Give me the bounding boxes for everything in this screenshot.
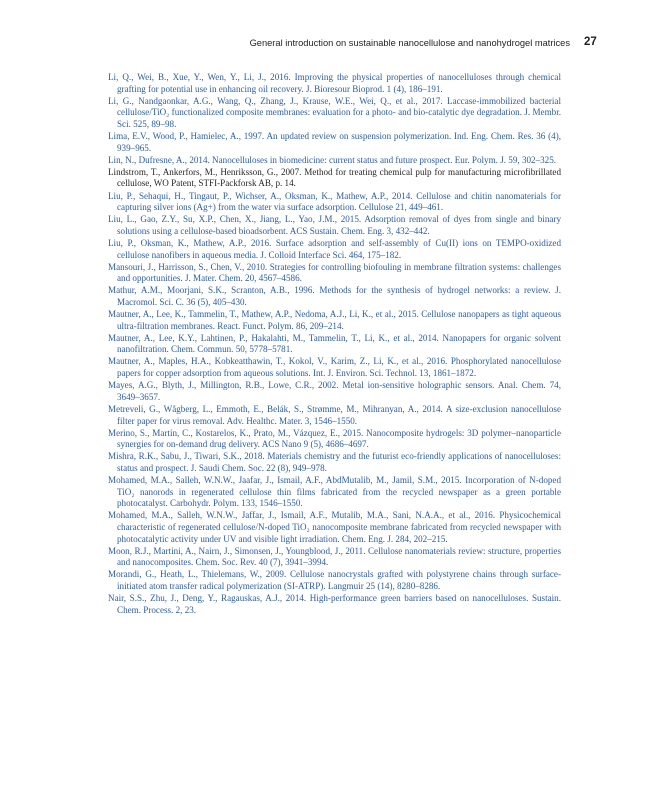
reference-list: [108, 72, 561, 617]
reference-entry[interactable]: Nair, S.S., Zhu, J., Deng, Y., Ragauskas, A.J., 2014. High-performance green barriers based on nanocelluloses. Sustain. Chem. Process. 2, 23.: [108, 593, 561, 615]
reference-entry[interactable]: Mautner, A., Lee, K., Tammelin, T., Mathew, A.P., Nedoma, A.J., Li, K., et al., 2015. Cellulose nanopapers as tight aqueous ultra-filtration membranes. React. Funct. Polym. 86, 209–214.: [108, 309, 561, 331]
reference-entry[interactable]: Lin, N., Dufresne, A., 2014. Nanocelluloses in biomedicine: current status and future prospect. Eur. Polym. J. 59, 302–325.: [108, 154, 557, 165]
reference-entry[interactable]: Mayes, A.G., Blyth, J., Millington, R.B., Lowe, C.R., 2002. Metal ion-sensitive holographic sensors. Anal. Chem. 74, 3649–3657.: [108, 380, 561, 402]
reference-entry[interactable]: Liu, P., Oksman, K., Mathew, A.P., 2016. Surface adsorption and self-assembly of Cu(II) ions on TEMPO-oxidized cellulose nanofibers in aqueous media. J. Colloid Interface Sci. 464, 175–182.: [108, 237, 561, 260]
reference-entry[interactable]: Metreveli, G., Wågberg, L., Emmoth, E., Belák, S., Strømme, M., Mihranyan, A., 2014. A size-exclusion nanocellulose filter paper for virus removal. Adv. Healthc. Mater. 3, 1546–1550.: [108, 403, 561, 426]
reference-entry[interactable]: Li, G., Nandgaonkar, A.G., Wang, Q., Zhang, J., Krause, W.E., Wei, Q., et al., 2017. Laccase-immobilized bacterial cellulose/TiO₂ functionalized composite membranes: evaluation for a photo- and bio-catalytic dye degradation. J. Membr. Sci. 525, 89–98.: [108, 95, 561, 130]
reference-entry[interactable]: Mishra, R.K., Sabu, J., Tiwari, S.K., 2018. Materials chemistry and the futurist eco-friendly applications of nanocelluloses: status and prospect. J. Saudi Chem. Soc. 22 (8), 949–978.: [108, 451, 561, 473]
reference-entry[interactable]: Merino, S., Martín, C., Kostarelos, K., Prato, M., Vázquez, E., 2015. Nanocomposite hydrogels: 3D polymer–nanoparticle synergies for on-demand drug delivery. ACS Nano 9 (5), 4686–4697.: [108, 427, 561, 450]
page-number: 27: [584, 36, 597, 48]
reference-entry[interactable]: Mohamed, M.A., Salleh, W.N.W., Jaafar, J., Ismail, A.F., AbdMutalib, M., Jamil, S.M., 2015. Incorporation of N-doped TiO₂ nanorods in regenerated cellulose thin films fabricated from the recycled newspaper as a green portable photocatalyst. Carbohydr. Polym. 133, 1546–1550.: [108, 474, 561, 509]
reference-entry[interactable]: Mansouri, J., Harrisson, S., Chen, V., 2010. Strategies for controlling biofouling in membrane filtration systems: challenges and opportunities. J. Mater. Chem. 20, 4567–4586.: [108, 261, 561, 284]
reference-entry[interactable]: Mautner, A., Lee, K.Y., Lahtinen, P., Hakalahti, M., Tammelin, T., Li, K., et al., 2014. Nanopapers for organic solvent nanofiltration. Chem. Commun. 50, 5778–5781.: [108, 332, 561, 355]
reference-entry[interactable]: Mohamed, M.A., Salleh, W.N.W., Jaffar, J., Ismail, A.F., Mutalib, M.A., Sani, N.A.A., et al., 2016. Physicochemical characteristic of regenerated cellulose/N-doped TiO₂ nanocomposite membrane fabricated from recycled newspaper with photocatalytic activity under UV and visible light irradiation. Chem. Eng. J. 284, 202–215.: [108, 510, 561, 544]
reference-entry[interactable]: Mautner, A., Maples, H.A., Kobkeatthawin, T., Kokol, V., Karim, Z., Li, K., et al., 2016. Phosphorylated nanocellulose papers for copper adsorption from aqueous solutions. Int. J. Environ. Sci. Technol. 13, 1861–1872.: [108, 356, 561, 379]
reference-entry[interactable]: Lima, E.V., Wood, P., Hamielec, A., 1997. An updated review on suspension polymerization. Ind. Eng. Chem. Res. 36 (4), 939–965.: [108, 131, 561, 153]
reference-entry[interactable]: Li, Q., Wei, B., Xue, Y., Wen, Y., Li, J., 2016. Improving the physical properties of nanocelluloses through chemical grafting for potential use in enhancing oil recovery. J. Bioresour Bioprod. 1 (4), 186–191.: [108, 72, 561, 94]
reference-entry[interactable]: Liu, P., Sehaqui, H., Tingaut, P., Wichser, A., Oksman, K., Mathew, A.P., 2014. Cellulose and chitin nanomaterials for capturing silver ions (Ag+) from the water via surface adsorption. Cellulose 21, 449–461.: [108, 190, 561, 213]
reference-entry: Lindstrom, T., Ankerfors, M., Henriksson, G., 2007. Method for treating chemical pulp for manufacturing microfibrillated cellulose, WO Patent, STFI-Packforsk AB, p. 14.: [108, 166, 561, 189]
reference-entry[interactable]: Moon, R.J., Martini, A., Nairn, J., Simonsen, J., Youngblood, J., 2011. Cellulose nanomaterials review: structure, properties and nanocomposites. Chem. Soc. Rev. 40 (7), 3941–3994.: [108, 545, 561, 568]
running-title: General introduction on sustainable nanocellulose and nanohydrogel matrices: [249, 38, 570, 48]
reference-entry[interactable]: Mathur, A.M., Moorjani, S.K., Scranton, A.B., 1996. Methods for the synthesis of hydrogel networks: a review. J. Macromol. Sci. C. 36 (5), 405–430.: [108, 285, 561, 307]
reference-entry[interactable]: Morandi, G., Heath, L., Thielemans, W., 2009. Cellulose nanocrystals grafted with polystyrene chains through surface-initiated atom transfer radical polymerization (SI-ATRP). Langmuir 25 (14), 8280–8286.: [108, 569, 561, 592]
reference-entry[interactable]: Liu, L., Gao, Z.Y., Su, X.P., Chen, X., Jiang, L., Yao, J.M., 2015. Adsorption removal of dyes from single and binary solutions using a cellulose-based bioadsorbent. ACS Sustain. Chem. Eng. 3, 432–442.: [108, 214, 561, 236]
